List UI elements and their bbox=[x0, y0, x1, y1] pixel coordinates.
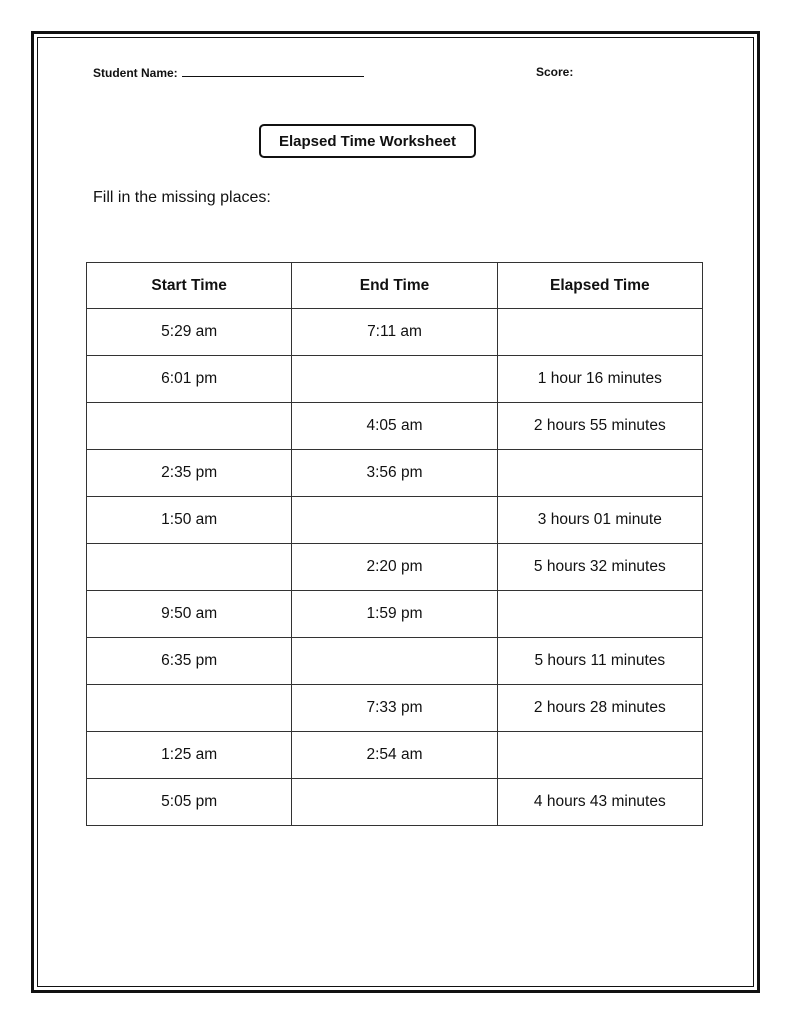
student-name-line[interactable] bbox=[182, 65, 364, 77]
elapsed-time-table bbox=[86, 262, 703, 826]
cell-elapsed-time[interactable] bbox=[497, 732, 702, 779]
cell-elapsed-time: 5 hours 11 minutes bbox=[497, 638, 702, 685]
header-start-time: Start Time bbox=[87, 263, 292, 309]
cell-start-time[interactable] bbox=[87, 544, 292, 591]
cell-end-time: 7:11 am bbox=[292, 309, 497, 356]
cell-elapsed-time: 2 hours 28 minutes bbox=[497, 685, 702, 732]
cell-end-time: 2:20 pm bbox=[292, 544, 497, 591]
cell-end-time: 3:56 pm bbox=[292, 450, 497, 497]
score-label: Score: bbox=[536, 65, 574, 79]
cell-start-time[interactable] bbox=[87, 403, 292, 450]
cell-start-time: 5:05 pm bbox=[87, 779, 292, 826]
cell-end-time[interactable] bbox=[292, 779, 497, 826]
cell-start-time: 6:01 pm bbox=[87, 356, 292, 403]
cell-start-time: 9:50 am bbox=[87, 591, 292, 638]
table-row bbox=[87, 544, 703, 591]
cell-end-time: 1:59 pm bbox=[292, 591, 497, 638]
table-row bbox=[87, 732, 703, 779]
cell-end-time: 4:05 am bbox=[292, 403, 497, 450]
student-name-field bbox=[93, 65, 364, 80]
table-header-row bbox=[87, 263, 703, 309]
table-row bbox=[87, 403, 703, 450]
cell-end-time[interactable] bbox=[292, 638, 497, 685]
table-row bbox=[87, 685, 703, 732]
student-name-label: Student Name: bbox=[93, 66, 178, 80]
cell-elapsed-time: 1 hour 16 minutes bbox=[497, 356, 702, 403]
cell-start-time: 5:29 am bbox=[87, 309, 292, 356]
cell-elapsed-time: 3 hours 01 minute bbox=[497, 497, 702, 544]
cell-end-time[interactable] bbox=[292, 497, 497, 544]
header-elapsed-time: Elapsed Time bbox=[497, 263, 702, 309]
cell-end-time: 7:33 pm bbox=[292, 685, 497, 732]
cell-elapsed-time[interactable] bbox=[497, 591, 702, 638]
cell-elapsed-time: 2 hours 55 minutes bbox=[497, 403, 702, 450]
cell-start-time[interactable] bbox=[87, 685, 292, 732]
cell-end-time: 2:54 am bbox=[292, 732, 497, 779]
cell-elapsed-time[interactable] bbox=[497, 450, 702, 497]
header-end-time: End Time bbox=[292, 263, 497, 309]
worksheet-title: Elapsed Time Worksheet bbox=[259, 124, 476, 158]
table-row bbox=[87, 309, 703, 356]
cell-elapsed-time: 4 hours 43 minutes bbox=[497, 779, 702, 826]
cell-start-time: 1:25 am bbox=[87, 732, 292, 779]
table-row bbox=[87, 497, 703, 544]
table-row bbox=[87, 356, 703, 403]
table-row bbox=[87, 779, 703, 826]
table-row bbox=[87, 591, 703, 638]
cell-start-time: 2:35 pm bbox=[87, 450, 292, 497]
cell-elapsed-time[interactable] bbox=[497, 309, 702, 356]
cell-start-time: 6:35 pm bbox=[87, 638, 292, 685]
table-row bbox=[87, 450, 703, 497]
cell-elapsed-time: 5 hours 32 minutes bbox=[497, 544, 702, 591]
table-row bbox=[87, 638, 703, 685]
cell-end-time[interactable] bbox=[292, 356, 497, 403]
cell-start-time: 1:50 am bbox=[87, 497, 292, 544]
instruction-text: Fill in the missing places: bbox=[93, 189, 271, 206]
